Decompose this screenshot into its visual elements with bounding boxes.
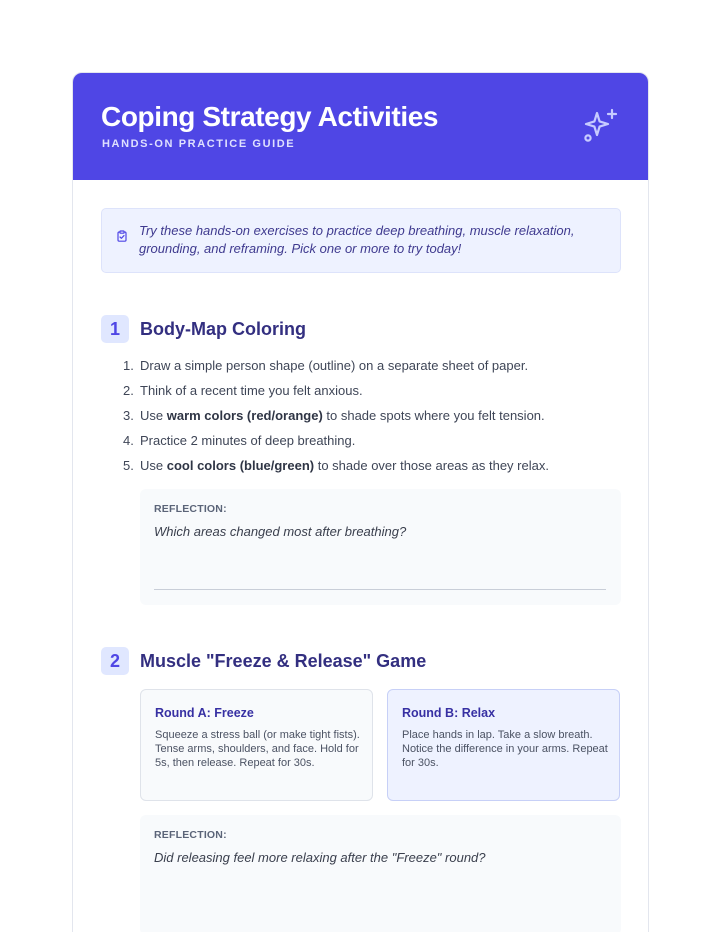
list-item: 4. Practice 2 minutes of deep breathing. — [123, 433, 356, 448]
page-title: Coping Strategy Activities — [101, 101, 439, 132]
clipboard-icon — [116, 230, 128, 242]
steps-list — [123, 358, 623, 483]
reflection-question: Which areas changed most after breathing? — [154, 524, 407, 539]
list-item: 5. Use cool colors (blue/green) to shade over those areas as they relax. — [123, 458, 549, 473]
list-item: 3. Use warm colors (red/orange) to shade spots where you felt tension. — [123, 408, 545, 423]
round-text: Squeeze a stress ball (or make tight fists). Tense arms, shoulders, and face. Hold for 5s, then release. Repeat for 30s. — [155, 729, 360, 769]
activity-card — [72, 72, 649, 932]
round-title: Round A: Freeze — [155, 706, 254, 720]
round-text: Place hands in lap. Take a slow breath. Notice the difference in your arms. Repeat for 30s. — [402, 729, 608, 769]
round-title: Round B: Relax — [402, 706, 496, 720]
section-title-1: Body-Map Coloring — [140, 319, 306, 339]
section-title-2: Muscle "Freeze & Release" Game — [140, 651, 427, 671]
section-number-2: 2 — [101, 647, 129, 675]
round-a-card — [140, 689, 373, 801]
intro-callout — [101, 208, 621, 273]
answer-line[interactable] — [154, 589, 606, 590]
reflection-box-1 — [140, 489, 621, 605]
reflection-question: Did releasing feel more relaxing after the "Freeze" round? — [154, 850, 486, 865]
sparkles-icon — [582, 107, 620, 145]
reflection-label: REFLECTION: — [154, 503, 227, 515]
section-number-1: 1 — [101, 315, 129, 343]
round-b-card — [387, 689, 620, 801]
list-item: 1. Draw a simple person shape (outline) on a separate sheet of paper. — [123, 358, 529, 373]
header-banner — [73, 73, 648, 180]
list-item: 2. Think of a recent time you felt anxious. — [123, 383, 363, 398]
intro-text: Try these hands-on exercises to practice deep breathing, muscle relaxation, grounding, and reframing. Pick one or more to try today! — [139, 223, 575, 256]
page-subtitle: HANDS-ON PRACTICE GUIDE — [102, 138, 296, 150]
reflection-label: REFLECTION: — [154, 829, 227, 841]
reflection-box-2 — [140, 815, 621, 932]
